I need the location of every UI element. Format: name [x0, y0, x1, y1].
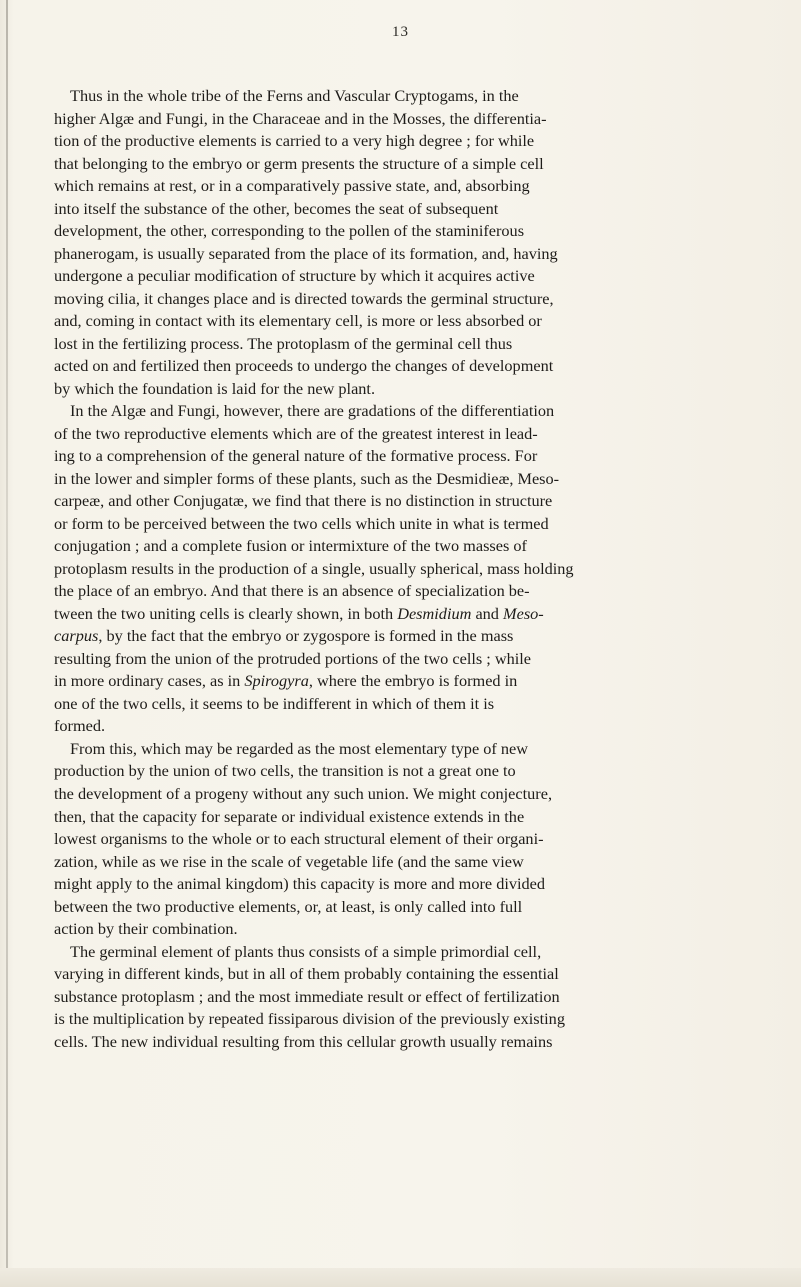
text-segment: tween the two uniting cells is clearly shown, in both: [54, 603, 398, 623]
body-text: [54, 85, 754, 1053]
text-line: [54, 310, 754, 333]
text-segment: one of the two cells, it seems to be indifferent in which of them it is: [54, 693, 495, 713]
text-segment: In the Algæ and Fungi, however, there are gradations of the differentiation: [70, 401, 555, 421]
text-line: [54, 941, 754, 964]
text-line: [54, 873, 754, 896]
text-line: [54, 513, 754, 536]
text-segment: The germinal element of plants thus consists of a simple primordial cell,: [70, 941, 542, 961]
text-segment: which remains at rest, or in a comparatively passive state, and, absorbing: [54, 176, 530, 196]
page-bottom-edge: [0, 1268, 801, 1287]
text-line: [54, 648, 754, 671]
text-line: [54, 986, 754, 1009]
text-segment: acted on and fertilized then proceeds to undergo the changes of development: [54, 356, 554, 376]
text-line: [54, 806, 754, 829]
text-line: [54, 1031, 754, 1054]
text-segment: might apply to the animal kingdom) this capacity is more and more divided: [54, 874, 546, 894]
text-line: [54, 153, 754, 176]
text-line: [54, 378, 754, 401]
italic-term: Desmidium: [397, 603, 472, 623]
text-line: [54, 288, 754, 311]
text-segment: in the lower and simpler forms of these plants, such as the Desmidieæ, Meso-: [54, 468, 560, 488]
text-segment: the place of an embryo. And that there is an absence of specialization be-: [54, 581, 530, 601]
text-segment: resulting from the union of the protruded portions of the two cells ; while: [54, 648, 532, 668]
text-segment: development, the other, corresponding to the pollen of the staminiferous: [54, 221, 525, 241]
italic-term: Spirogyra: [244, 671, 309, 691]
text-segment: ing to a comprehension of the general nature of the formative process. For: [54, 446, 538, 466]
text-segment: moving cilia, it changes place and is directed towards the germinal structure,: [54, 288, 554, 308]
text-line: [54, 490, 754, 513]
text-segment: protoplasm results in the production of a single, usually spherical, mass holding: [54, 558, 574, 578]
text-line: [54, 175, 754, 198]
text-segment: by which the foundation is laid for the new plant.: [54, 378, 376, 398]
text-segment: substance protoplasm ; and the most immediate result or effect of fertilization: [54, 986, 560, 1006]
text-segment: between the two productive elements, or, at least, is only called into full: [54, 896, 523, 916]
text-line: [54, 423, 754, 446]
text-segment: undergone a peculiar modification of structure by which it acquires active: [54, 266, 535, 286]
text-line: [54, 445, 754, 468]
text-line: [54, 693, 754, 716]
text-segment: and: [471, 603, 504, 623]
page-left-edge: [6, 0, 8, 1287]
text-line: [54, 85, 754, 108]
text-segment: that belonging to the embryo or germ presents the structure of a simple cell: [54, 153, 544, 173]
text-line: [54, 355, 754, 378]
text-segment: zation, while as we rise in the scale of vegetable life (and the same view: [54, 851, 524, 871]
text-segment: of the two reproductive elements which are of the greatest interest in lead-: [54, 423, 538, 443]
text-segment: higher Algæ and Fungi, in the Characeae and in the Mosses, the differentia-: [54, 108, 547, 128]
text-line: [54, 760, 754, 783]
text-segment: lowest organisms to the whole or to each structural element of their organi-: [54, 829, 544, 849]
text-line: [54, 896, 754, 919]
text-line: [54, 963, 754, 986]
text-line: [54, 625, 754, 648]
text-segment: varying in different kinds, but in all of them probably containing the essential: [54, 964, 559, 984]
text-segment: into itself the substance of the other, becomes the seat of subsequent: [54, 198, 499, 218]
text-segment: , where the embryo is formed in: [308, 671, 518, 691]
text-line: [54, 333, 754, 356]
text-line: [54, 715, 754, 738]
text-line: [54, 468, 754, 491]
text-line: [54, 198, 754, 221]
text-segment: production by the union of two cells, the transition is not a great one to: [54, 761, 516, 781]
text-line: [54, 558, 754, 581]
text-line: [54, 108, 754, 131]
italic-term: carpus: [54, 626, 99, 646]
text-segment: carpeæ, and other Conjugatæ, we find that there is no distinction in structure: [54, 491, 553, 511]
text-segment: and, coming in contact with its elementary cell, is more or less absorbed or: [54, 311, 542, 331]
text-segment: conjugation ; and a complete fusion or intermixture of the two masses of: [54, 536, 527, 556]
text-line: [54, 738, 754, 761]
text-line: [54, 243, 754, 266]
text-line: [54, 1008, 754, 1031]
text-segment: then, that the capacity for separate or individual existence extends in the: [54, 806, 525, 826]
text-segment: action by their combination.: [54, 919, 238, 939]
italic-term: Meso-: [503, 603, 544, 623]
text-line: [54, 851, 754, 874]
text-line: [54, 828, 754, 851]
text-segment: From this, which may be regarded as the most elementary type of new: [70, 738, 529, 758]
text-segment: lost in the fertilizing process. The protoplasm of the germinal cell thus: [54, 333, 513, 353]
text-line: [54, 918, 754, 941]
text-segment: the development of a progeny without any such union. We might conjecture,: [54, 783, 553, 803]
text-segment: Thus in the whole tribe of the Ferns and Vascular Cryptogams, in the: [70, 86, 519, 105]
text-line: [54, 400, 754, 423]
text-segment: tion of the productive elements is carried to a very high degree ; for while: [54, 131, 535, 151]
text-segment: phanerogam, is usually separated from the place of its formation, and, having: [54, 243, 558, 263]
text-line: [54, 265, 754, 288]
text-line: [54, 670, 754, 693]
text-line: [54, 130, 754, 153]
text-line: [54, 535, 754, 558]
page-number: 13: [392, 24, 409, 40]
text-line: [54, 580, 754, 603]
text-segment: in more ordinary cases, as in: [54, 671, 245, 691]
text-segment: , by the fact that the embryo or zygospore is formed in the mass: [98, 626, 514, 646]
text-segment: cells. The new individual resulting from this cellular growth usually remains: [54, 1031, 553, 1051]
text-line: [54, 783, 754, 806]
text-line: [54, 603, 754, 626]
text-segment: is the multiplication by repeated fissiparous division of the previously existing: [54, 1009, 565, 1029]
text-segment: formed.: [54, 716, 106, 736]
text-segment: or form to be perceived between the two cells which unite in what is termed: [54, 513, 549, 533]
text-line: [54, 220, 754, 243]
